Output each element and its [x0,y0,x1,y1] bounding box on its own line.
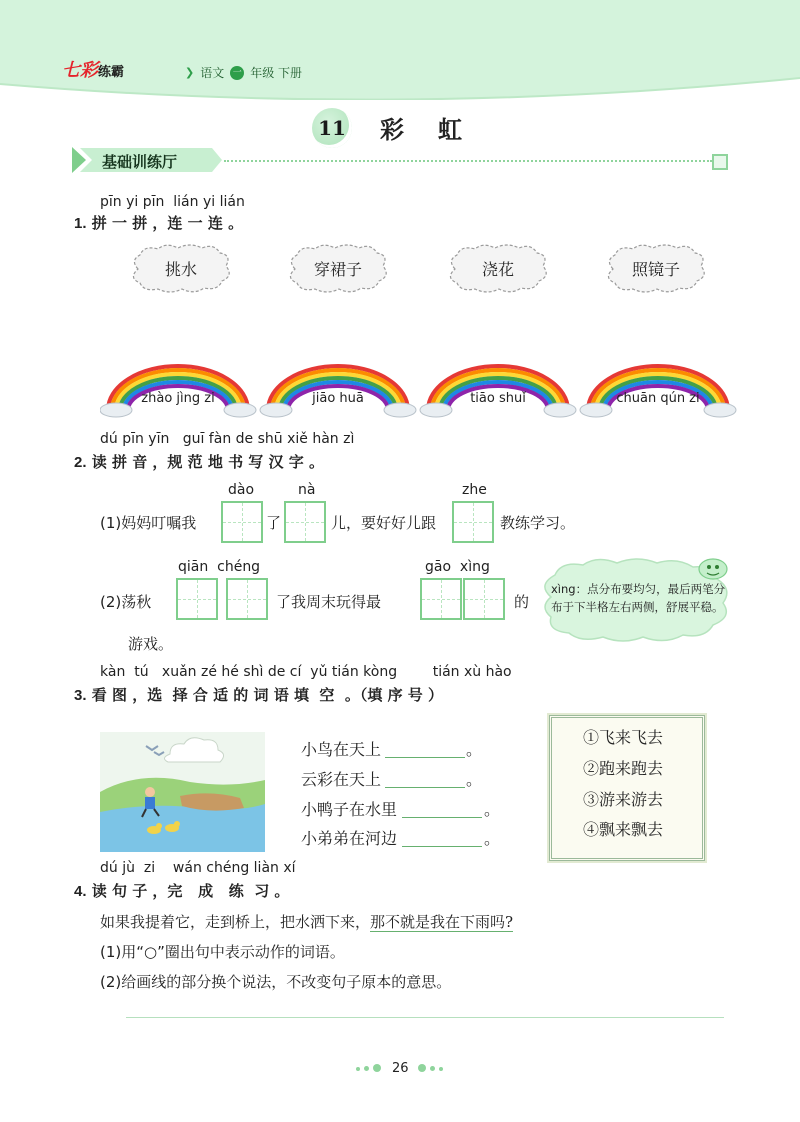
rainbow-label-1: zhào jìng zi [141,391,215,406]
q4-title-text: 读 句 子 ，完 成 练 习 。 [91,882,290,900]
q3-sentence-4: 小弟弟在河边 [301,829,398,848]
section-divider [224,160,712,162]
q3-end-mark-3: 。 [484,800,501,819]
header-band [0,0,800,100]
q2-s1-pinyin-1: dào [228,482,255,498]
answer-blank[interactable] [385,786,465,788]
breadcrumb [185,64,302,81]
q3-pinyin: kàn tú xuǎn zé hé shì de cí yǔ tián kòng tián xù hào [100,664,512,680]
answer-blank[interactable] [385,756,465,758]
cloud-word-3: 浇花 [481,260,514,279]
q3-sentence-3: 小鸭子在水里 [301,800,398,819]
footer-dot [364,1066,369,1071]
footer-dot [418,1064,426,1072]
rainbow-label-2: jiāo huā [312,391,364,406]
q3-end-mark-4: 。 [484,829,501,848]
q4-task-2: (2)给画线的部分换个说法，不改变句子原本的意思。 [100,973,452,991]
lesson-number: 11 [312,108,352,148]
rainbow-label-4: chuān qún zi [616,391,700,406]
cloud-word-2: 穿裙子 [313,260,362,279]
q1-title [74,212,243,233]
subject-label: 语文 [200,66,225,80]
footer-dot [356,1067,360,1071]
q2-title [74,451,324,472]
q4-task-1: (1)用“○”圈出句中表示动作的词语。 [100,943,345,961]
option-4: ④飘来飘去 [583,820,664,839]
lesson-title: 彩虹 [380,116,496,144]
footer-dot [373,1064,381,1072]
tip-text: xìng：点分布要均匀，最后两笔分布于下半格左右两侧，舒展平稳。 [551,582,726,614]
pencil-icon [699,559,727,579]
q4-sentence [100,911,513,932]
q2-s1-text-1: 了 [266,514,282,532]
q2-s1-pinyin-2: nà [298,482,316,498]
grade-label: 年级 下册 [250,66,303,80]
footer-dot [430,1066,435,1071]
q2-pinyin: dú pīn yīn guī fàn de shū xiě hàn zì [100,431,355,447]
section-end-marker [712,154,728,170]
answer-line[interactable] [126,1017,724,1018]
q2-title-text: 读 拼 音 ，规 范 地 书 写 汉 字 。 [91,453,324,471]
q2-s1-text-3: 教练学习。 [500,514,576,532]
q3-sentence-1: 小鸟在天上 [301,740,382,759]
q4-number: 4. [74,883,87,900]
writing-box[interactable] [176,578,218,620]
q3-title [74,684,443,705]
section-title: 基础训练厅 [102,153,178,171]
option-1: ①飞来飞去 [583,728,664,747]
brand-part1: 七彩 [62,60,98,81]
q3-end-mark-1: 。 [466,740,483,759]
q3-title-text: 看 图 ，选 择 合 适 的 词 语 填 空 。（填 序 号 ） [91,686,444,704]
q2-number: 2. [74,454,87,471]
writing-box[interactable] [284,501,326,543]
page-number: 26 [392,1061,409,1076]
q3-number: 3. [74,687,87,704]
q1-number: 1. [74,215,87,232]
writing-box[interactable] [226,578,268,620]
answer-blank[interactable] [402,816,482,818]
brand-part2: 练霸 [98,65,125,80]
writing-box[interactable] [452,501,494,543]
q4-sentence-plain: 如果我提着它，走到桥上，把水洒下来， [100,913,371,931]
q2-s1-label: (1)妈妈叮嘱我 [100,514,197,532]
q4-title [74,880,289,901]
q4-pinyin: dú jù zi wán chéng liàn xí [100,860,296,876]
chevron-right-icon: ❯ [185,66,195,79]
cloud-word-4: 照镜子 [631,260,680,279]
q1-title-text: 拼 一 拼 ，连 一 连 。 [91,214,244,232]
scene-illustration [100,732,265,852]
q2-s2-pinyin-1: qiān chéng [178,559,261,575]
q3-end-mark-2: 。 [466,770,483,789]
writing-box[interactable] [463,578,505,620]
q2-s2-text-2: 的 [514,593,530,611]
footer-dot [439,1067,443,1071]
brand-logo [62,56,124,82]
q2-s2-label: (2)荡秋 [100,593,152,611]
q4-sentence-underlined: 那不就是我在下雨吗? [370,913,514,931]
answer-blank[interactable] [402,845,482,847]
q2-s1-pinyin-3: zhe [462,482,487,498]
q2-s2-text-3: 游戏。 [128,635,174,653]
rainbow-label-3: tiāo shuǐ [470,391,526,406]
rainbow-shapes [100,360,740,418]
option-3: ③游来游去 [583,790,664,809]
cloud-word-1: 挑水 [164,260,197,279]
q3-sentence-2: 云彩在天上 [301,770,382,789]
grade-number-badge: 一 [230,66,244,80]
writing-box[interactable] [221,501,263,543]
q1-pinyin: pīn yi pīn lián yi lián [100,194,245,210]
option-2: ②跑来跑去 [583,759,664,778]
q2-s2-text-1: 了我周末玩得最 [276,593,382,611]
q2-s2-pinyin-2: gāo xìng [425,559,490,575]
writing-box[interactable] [420,578,462,620]
q2-s1-text-2: 儿，要好好儿跟 [331,514,437,532]
